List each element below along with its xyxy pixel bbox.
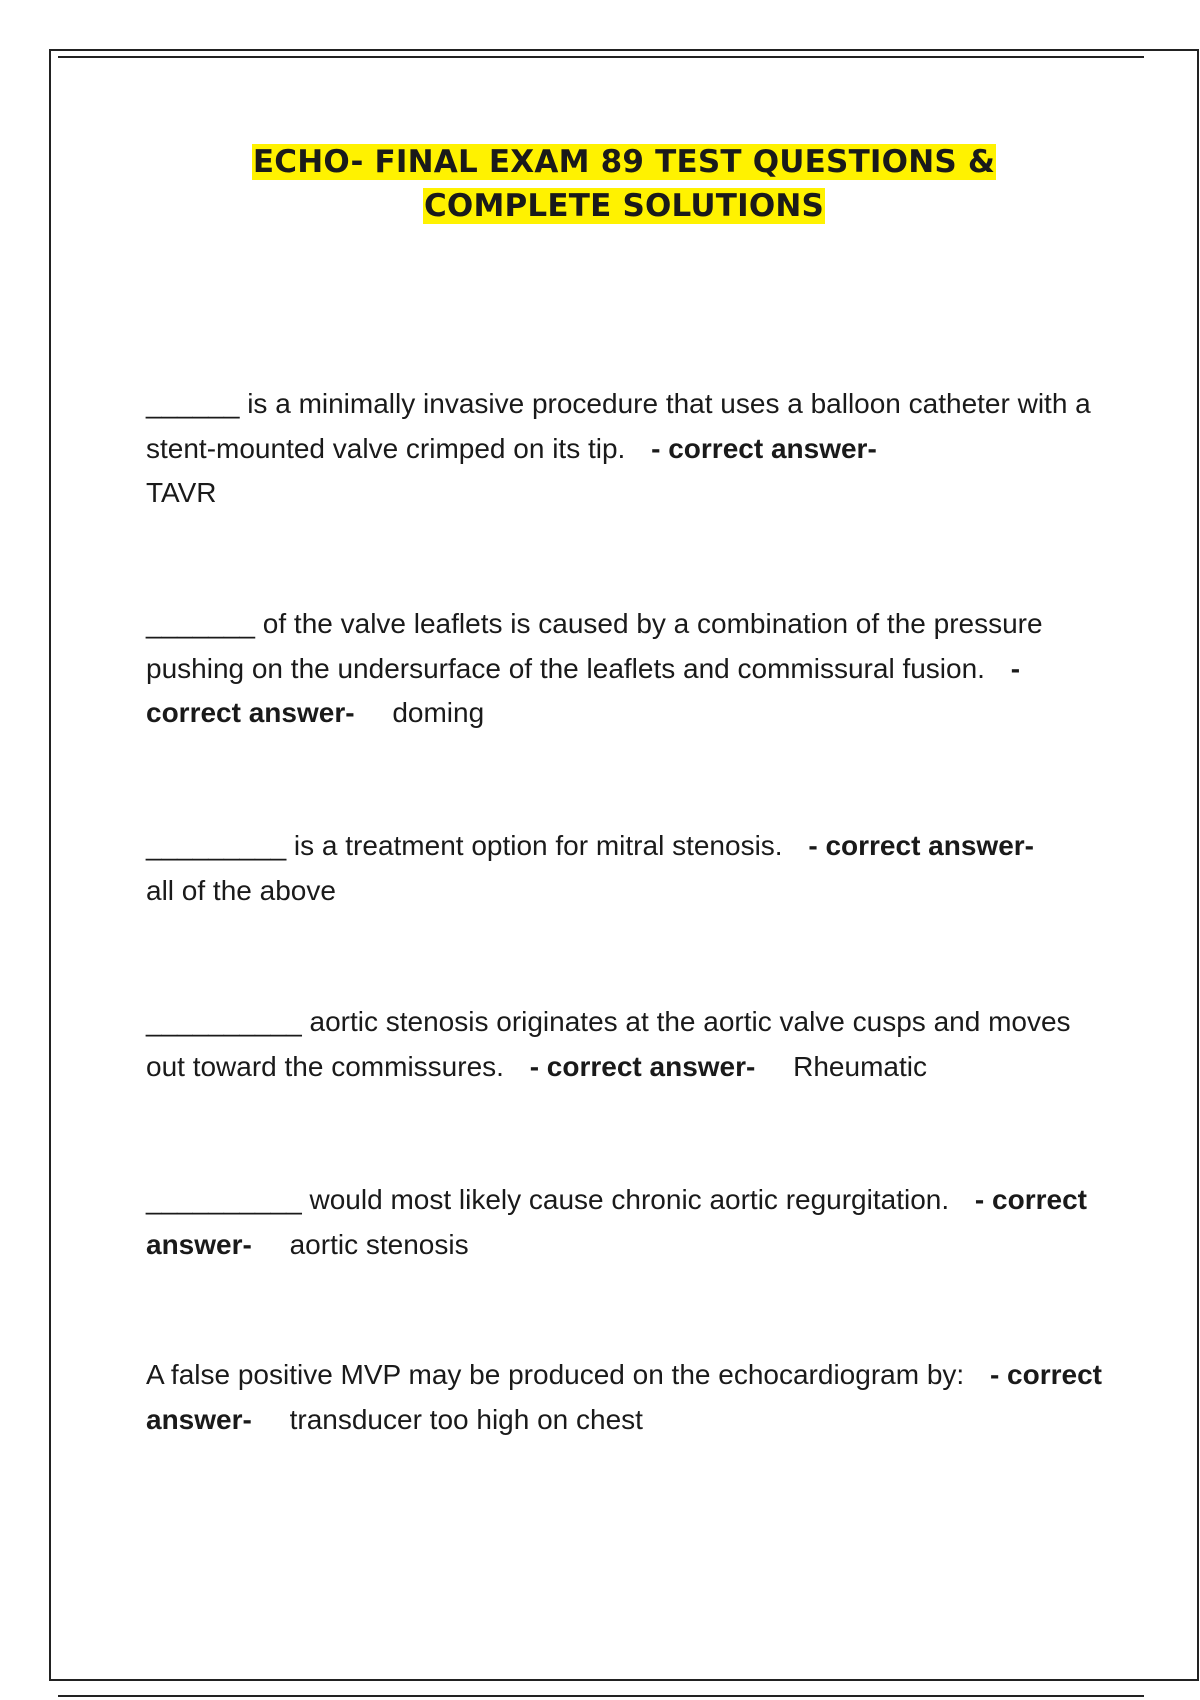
answer-text: doming <box>392 697 485 728</box>
answer-text: all of the above <box>146 874 336 906</box>
qa-item-3 <box>146 824 1106 913</box>
answer-text: transducer too high on chest <box>289 1403 643 1435</box>
qa-item-5 <box>146 1178 1106 1267</box>
answer-text: TAVR <box>146 477 217 508</box>
question-text: __________ aortic stenosis originates at the aortic valve cusps and moves out toward the commissures. <box>146 1006 1071 1082</box>
correct-answer-label: - correct answer- <box>651 432 877 464</box>
document-title <box>0 140 1200 228</box>
qa-item-1 <box>146 382 1106 516</box>
question-text: A false positive MVP may be produced on the echocardiogram by: <box>146 1359 965 1390</box>
qa-item-6 <box>146 1353 1106 1442</box>
top-rule <box>58 56 1144 58</box>
title-line-2: COMPLETE SOLUTIONS <box>423 188 825 224</box>
correct-answer-label: - correct answer- <box>529 1050 756 1082</box>
question-text: _________ is a treatment option for mitral stenosis. <box>146 830 783 861</box>
correct-answer-label: - correct answer- <box>146 1359 1102 1435</box>
answer-text: Rheumatic <box>793 1050 927 1082</box>
qa-item-2 <box>146 602 1106 736</box>
answer-text: aortic stenosis <box>289 1228 469 1260</box>
qa-item-4 <box>146 1000 1106 1089</box>
question-text: __________ would most likely cause chronic aortic regurgitation. <box>146 1184 950 1215</box>
question-text: ______ is a minimally invasive procedure that uses a balloon catheter with a stent-mounted valve crimped on its tip. <box>146 388 1091 464</box>
correct-answer-label: - correct answer- <box>146 652 1021 728</box>
correct-answer-label: - correct answer- <box>808 830 1034 861</box>
correct-answer-label: - correct answer- <box>146 1184 1087 1260</box>
bottom-rule <box>58 1695 1144 1697</box>
title-line-1: ECHO- FINAL EXAM 89 TEST QUESTIONS & <box>252 144 996 180</box>
question-text: _______ of the valve leaflets is caused by a combination of the pressure pushing on the undersurface of the leaflets and commissural fusion. <box>146 608 1043 684</box>
